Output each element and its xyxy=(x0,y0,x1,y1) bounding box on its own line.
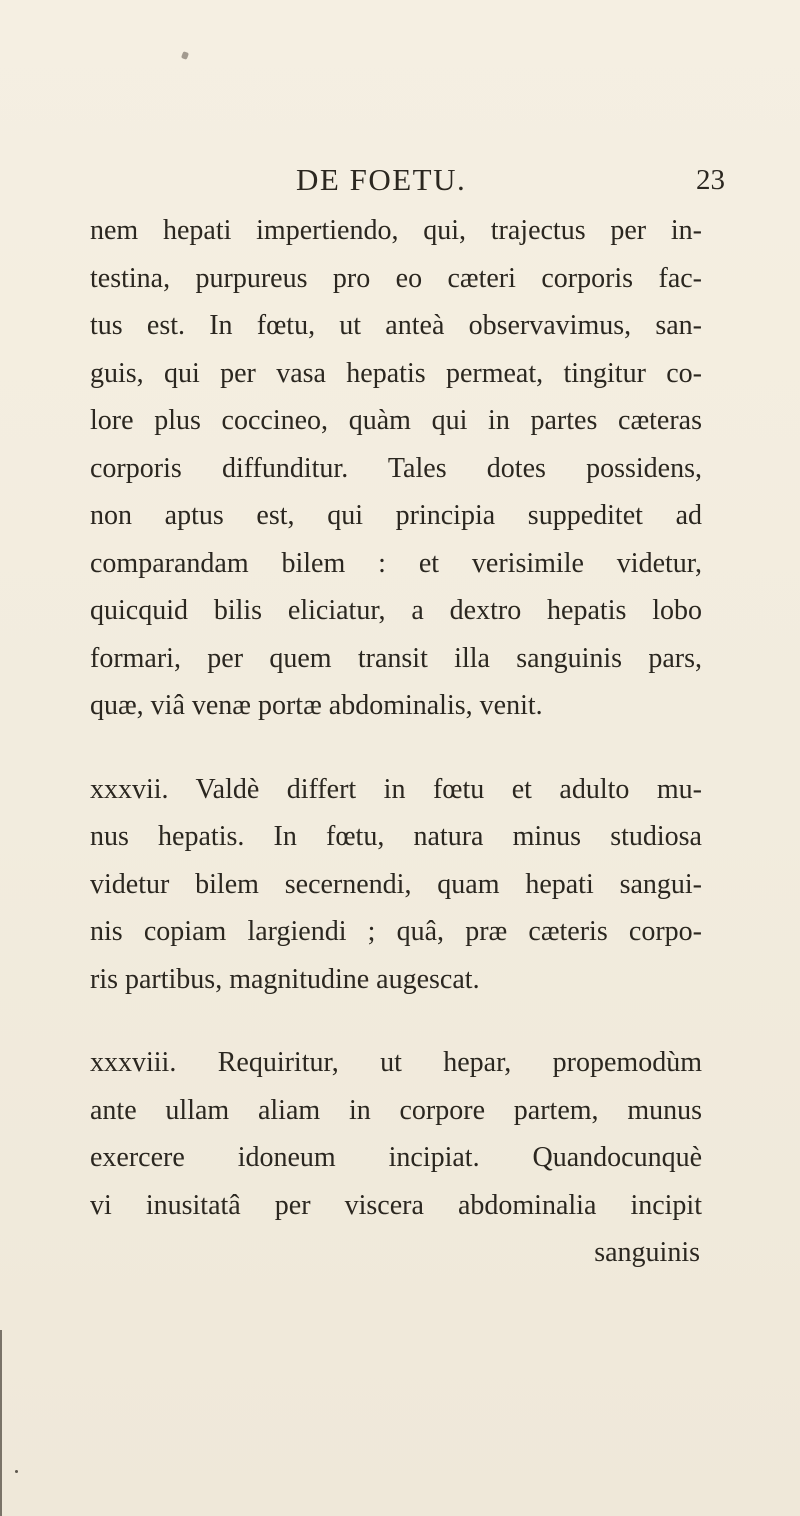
text-line: quæ, viâ venæ portæ abdominalis, venit. xyxy=(90,690,543,721)
text-line: nis copiam largiendi ; quâ, præ cæteris corpo- xyxy=(90,916,702,947)
text-line: vi inusitatâ per viscera abdominalia incipit xyxy=(90,1189,702,1221)
text-line: ris partibus, magnitudine augescat. xyxy=(90,963,480,995)
text-line: xxxvii. Valdè differt in fœtu et adulto mu- xyxy=(90,773,702,805)
text-line: guis, qui per vasa hepatis permeat, tingitur co- xyxy=(90,357,702,389)
text-block xyxy=(90,207,702,1277)
text-line: xxxviii. Requiritur, ut hepar, propemodùm xyxy=(90,1047,702,1078)
page-header xyxy=(0,160,800,200)
running-title: DE FOETU. xyxy=(296,162,467,197)
paragraph xyxy=(90,207,702,730)
paragraph-gap xyxy=(90,1003,702,1039)
ink-smudge xyxy=(181,51,189,60)
text-line: comparandam bilem : et verisimile videtur, xyxy=(90,547,702,579)
text-line: ante ullam aliam in corpore partem, munus xyxy=(90,1094,702,1126)
binding-mark xyxy=(15,1470,18,1473)
text-line: nus hepatis. In fœtu, natura minus studiosa xyxy=(90,821,702,852)
page-number: 23 xyxy=(696,164,725,196)
paragraph xyxy=(90,766,702,1004)
paragraph-gap xyxy=(90,730,702,766)
text-line: non aptus est, qui principia suppeditet ad xyxy=(90,500,702,531)
text-line: quicquid bilis eliciatur, a dextro hepatis lobo xyxy=(90,595,702,626)
text-line: formari, per quem transit illa sanguinis pars, xyxy=(90,642,702,674)
paragraph xyxy=(90,1039,702,1229)
text-line: videtur bilem secernendi, quam hepati sangui- xyxy=(90,868,702,900)
text-line: testina, purpureus pro eo cæteri corporis fac- xyxy=(90,262,702,294)
binding-edge xyxy=(0,1330,2,1516)
text-line: tus est. In fœtu, ut anteà observavimus, san- xyxy=(90,310,702,341)
text-line: lore plus coccineo, quàm qui in partes cæteras xyxy=(90,405,702,436)
text-line: exercere idoneum incipiat. Quandocunquè xyxy=(90,1142,702,1173)
text-line: nem hepati impertiendo, qui, trajectus per in- xyxy=(90,215,702,246)
text-line: corporis diffunditur. Tales dotes possidens, xyxy=(90,452,702,484)
catchword: sanguinis xyxy=(594,1237,700,1268)
